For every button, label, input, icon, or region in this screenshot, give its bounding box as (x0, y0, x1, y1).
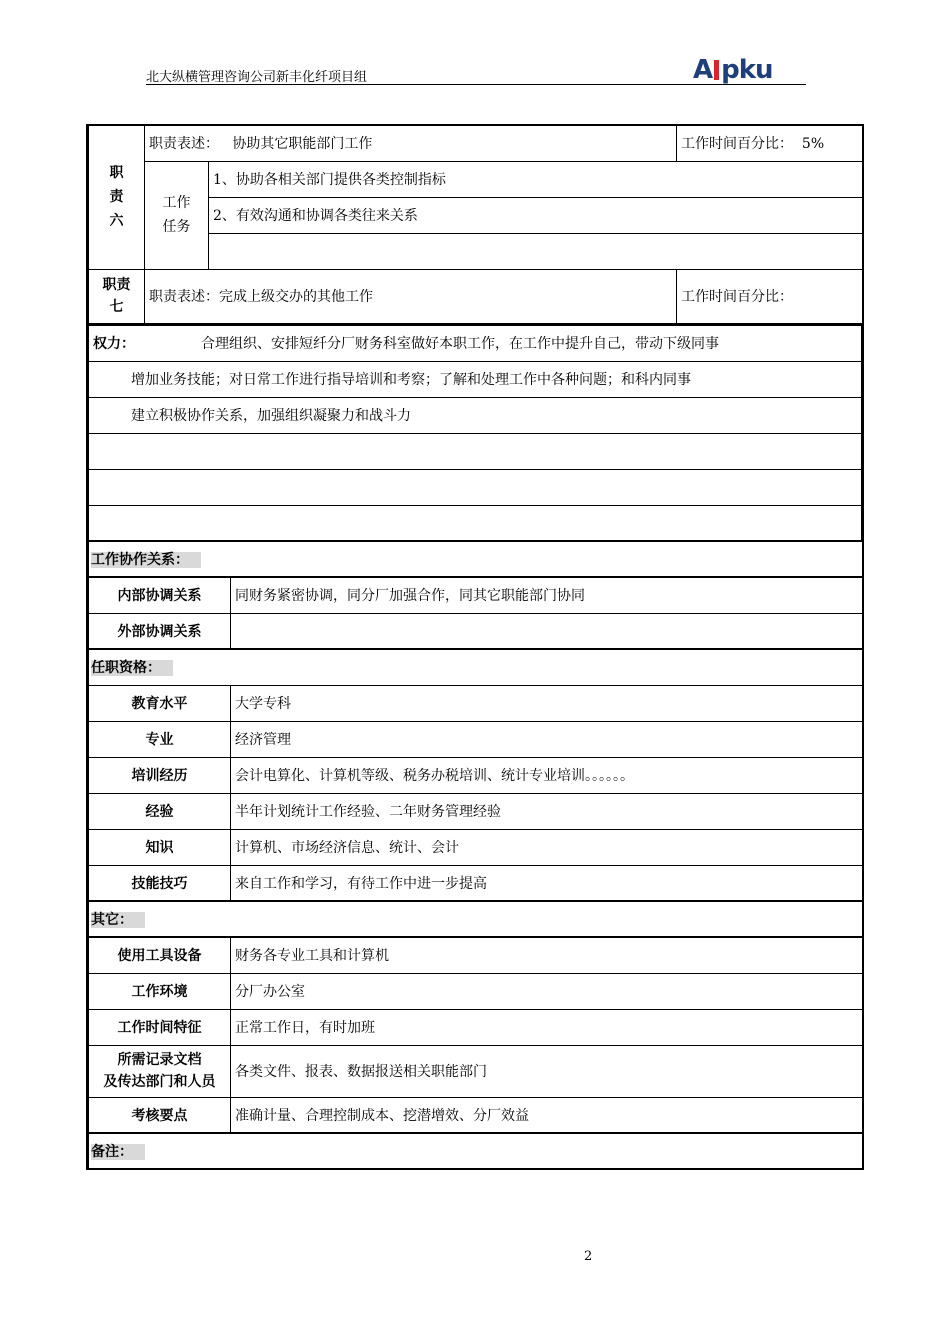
power-label: 权力： (93, 336, 135, 353)
duties-table (88, 124, 863, 324)
duty6-task-label: 工作 任务 (145, 161, 209, 269)
qual-knowledge-label: 知识 (89, 829, 231, 865)
logo-bar-icon (714, 60, 719, 80)
power-line-1: 权力： 合理组织、安排短纤分厂财务科室做好本职工作，在工作中提升自己，带动下级同事 (89, 325, 862, 361)
qual-skills-label: 技能技巧 (89, 865, 231, 901)
power-block (86, 324, 864, 542)
qual-training-value: 会计电算化、计算机等级、税务办税培训、统计专业培训。。。。。。 (231, 757, 863, 793)
other-records-value: 各类文件、报表、数据报送相关职能部门 (231, 1045, 863, 1097)
page-number: 2 (584, 1249, 593, 1264)
duty7-time-percent: 工作时间百分比： (677, 269, 863, 323)
qual-knowledge-value: 计算机、市场经济信息、统计、会计 (231, 829, 863, 865)
details-table (88, 540, 863, 1170)
duty6-task-2: 2、有效沟通和协调各类往来关系 (209, 197, 863, 233)
duty7-description: 职责表述：完成上级交办的其他工作 (145, 269, 677, 323)
qual-experience-value: 半年计划统计工作经验、二年财务管理经验 (231, 793, 863, 829)
relation-internal-value: 同财务紧密协调，同分厂加强合作，同其它职能部门协同 (231, 577, 863, 613)
other-worktime-value: 正常工作日，有时加班 (231, 1009, 863, 1045)
duty6-description: 职责表述： 协助其它职能部门工作 (145, 125, 677, 161)
other-tools-value: 财务各专业工具和计算机 (231, 937, 863, 973)
power-line-empty-3 (89, 505, 862, 541)
qual-major-value: 经济管理 (231, 721, 863, 757)
duty6-label: 职 责 六 (89, 125, 145, 269)
duty6-time-percent: 工作时间百分比： 5% (677, 125, 863, 161)
other-tools-label: 使用工具设备 (89, 937, 231, 973)
other-header: 其它： (89, 901, 863, 937)
duties-block (86, 124, 864, 324)
qual-experience-label: 经验 (89, 793, 231, 829)
qualifications-header: 任职资格： (89, 649, 863, 685)
relations-header: 工作协作关系： (89, 541, 863, 577)
duty7-label: 职责 七 (89, 269, 145, 323)
logo-letters-pku: pku (721, 55, 773, 85)
power-line-empty-2 (89, 469, 862, 505)
other-assessment-value: 准确计量、合理控制成本、挖潜增效、分厂效益 (231, 1097, 863, 1133)
other-assessment-label: 考核要点 (89, 1097, 231, 1133)
details-block (86, 540, 864, 1170)
qual-education-value: 大学专科 (231, 685, 863, 721)
other-worktime-label: 工作时间特征 (89, 1009, 231, 1045)
relation-external-value (231, 613, 863, 649)
qual-education-label: 教育水平 (89, 685, 231, 721)
logo-letter-a: A (693, 55, 713, 85)
power-line-2: 增加业务技能；对日常工作进行指导培训和考察；了解和处理工作中各种问题；和科内同事 (89, 361, 862, 397)
power-table (88, 324, 862, 542)
remarks-header: 备注： (89, 1133, 863, 1169)
relation-external-label: 外部协调关系 (89, 613, 231, 649)
duty6-task-1: 1、协助各相关部门提供各类控制指标 (209, 161, 863, 197)
qual-skills-value: 来自工作和学习，有待工作中进一步提高 (231, 865, 863, 901)
power-line-empty-1 (89, 433, 862, 469)
duty6-task-3 (209, 233, 863, 269)
relation-internal-label: 内部协调关系 (89, 577, 231, 613)
other-records-label: 所需记录文档 及传达部门和人员 (89, 1045, 231, 1097)
qual-major-label: 专业 (89, 721, 231, 757)
company-logo (693, 55, 808, 85)
qual-training-label: 培训经历 (89, 757, 231, 793)
power-line-3: 建立积极协作关系，加强组织凝聚力和战斗力 (89, 397, 862, 433)
other-environment-value: 分厂办公室 (231, 973, 863, 1009)
header-company: 北大纵横管理咨询公司新丰化纤项目组 (146, 70, 368, 85)
other-environment-label: 工作环境 (89, 973, 231, 1009)
